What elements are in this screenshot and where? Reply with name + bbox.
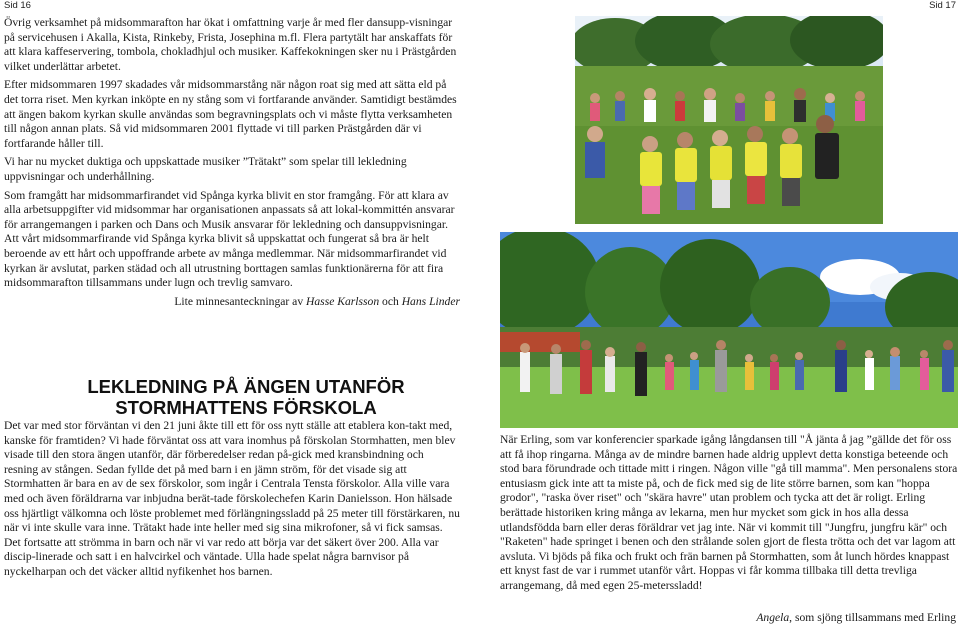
page-number-left: Sid 16 (4, 0, 31, 11)
article-headline (4, 376, 488, 418)
headline-line-2: STORMHATTENS FÖRSKOLA (115, 397, 377, 418)
headline-line-1: LEKLEDNING PÅ ÄNGEN UTANFÖR (87, 376, 405, 397)
column-right-bottom: När Erling, som var konferencier sparkade igång långdansen till "Å jänta å jag ”gällde det för oss att få ihop ringarna. Många av de mindre barnen hade aldrig upplevt detta konstiga beteende och stod bara förundrade och tittade mitt i ringen. Någon ville "gå till mamma". Men personalens stora entusiasm gick inte att ta miste på, och de fick med sig de lite större barnen, som kan "hoppa grodor", "raska över riset" och "skära havre" utan problem och tycka att det är roligt. Erling berättade historiken kring många av lekarna, men hur mycket som gick in hos alla dessa utlandsfödda barn eller deras föräldrar vet jag inte. När vi kommit till "Jungfru, jungfru kär" och "Raketen" hade springet i benen och den strålande solen gjort de flesta trötta och det var lagom att avsluta. Vi bjöds på fika och frukt och frän barnen på Stormhatten, som åt lunch hördes knappast ett knyst fast de var i rummet utanför vårt. Hoppas vi får komma tillbaka till detta trevliga arrangemang, då med egen 25-meterssladd! (500, 433, 958, 592)
paragraph-1997: Efter midsommaren 1997 skadades vår midsommarstång när någon roat sig med att sätta eld på det torra riset. Men kyrkan inköpte en ny stång som vi fortfarande använder. Samtidigt bestämdes att ängen bakom kyrkan skulle användas som begravningsplats och vi måste flytta verksamheten till någon annan plats. Så vid midsommaren 2001 flyttade vi till parken Prästgården där vi fortfarande håller till. (4, 78, 457, 150)
paragraph-intro: Övrig verksamhet på midsommarafton har ökat i omfattning varje år med fler dansupp-visningar på servicehusen i Akalla, Kista, Rinkeby, Frista, Josephina m.fl. Flera partytält har anskaffats för att klara kaffeservering, tombola, chokladhjul och musiker. Kaffekokningen sker nu i Prästgården vilket underlättar arbetet. (4, 16, 457, 73)
photo-ring-dance (500, 232, 958, 428)
column-left-bottom: Det var med stor förväntan vi den 21 juni åkte till ett för oss nytt ställe att etablera kon-takt med, kanske för framtiden? Vi hade förväntat oss att vara inomhus på förskolan Stormhatten, men blev visade till den stora ängen utanför, där förberedelser redan på-gick med kransbindning och resning av stången. Sedan fyllde det på med barn i en jämn ström, för det visade sig att Stormhatten är bara en av de sex förskolor, som ingår i Centrala Tensta förskolor. Alla ville vara med och även föräldrarna var inbjudna berät-tade förskolechefen Karin Danielsson. Hon hälsade oss hjärtligt välkomna och löste problemet med förlängningssladd på 25 meter till förstärkaren, nu när vi inte skulle vara inne. Trätakt hade inte heller med sig sina mikrofoner, så vi fick samsas. Det fortsatte att strömma in barn och när vi var redo att börja var det säkert över 200. Alla var discip-linerade och satt i en halvcirkel och väntade. Ulla hade spelat några barnvisor på nyckelharpan och det väcker alltid nyfikenhet hos barnen. (4, 419, 460, 578)
column-left-top (4, 16, 460, 313)
paragraph-organisation: Som framgått har midsommarfirandet vid Spånga kyrka blivit en stor framgång. För att klara av alla arbetsuppgifter vid midsommar har organisationen anpassats så att lokal-kommittén ansvarar för arrangemangen i parken och Dans och Musik ansvarar för lekledning och dansuppvisningar. Att vårt midsommarfirande vid Spånga kyrka blivit så uppskattat och fungerat så bra är helt beroende av ett hårt och uppoffrande arbete av många medlemmar. När midsommarfirandet vid kyrkan är avslutat, parken städad och all utrustning borttagen samlas funktionärerna för att fira midsommarafton tillsammans under lugn och trevlig samvaro. (4, 188, 455, 290)
page-number-right: Sid 17 (929, 0, 956, 11)
photo-children-vests (575, 16, 883, 224)
article-signature: Angela, som sjöng tillsammans med Erling (756, 611, 956, 624)
paragraph-musicians: Vi har nu mycket duktiga och uppskattade musiker ”Trätakt” som spelar till lekledning uppvisningar och underhållning. (4, 155, 407, 183)
notes-signature: Lite minnesanteckningar av Hasse Karlsson och Hans Linder (174, 294, 460, 308)
